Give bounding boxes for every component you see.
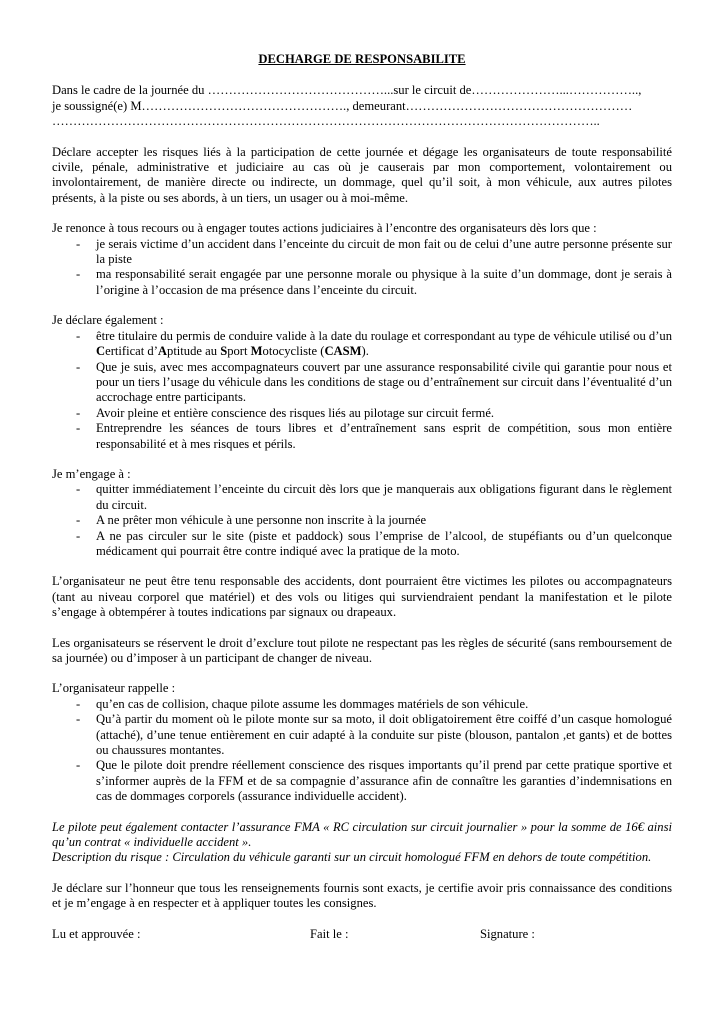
- paragraph-exclure: Les organisateurs se réservent le droit d’exclure tout pilote ne respectant pas les règles de sécurité (sans remboursement de sa journée) ou d’imposer à un participant de changer de niveau.: [52, 635, 672, 665]
- list-item: - ma responsabilité serait engagée par une personne morale ou physique à la suite d’un dommage, dont je serais à l’origine à l’occasion de ma présence dans l’enceinte du circuit.: [52, 267, 672, 298]
- list-item: - Entreprendre les séances de tours libres et d’entraînement sans esprit de compétition, sous mon entière responsabilité et à mes risques et périls.: [52, 421, 672, 452]
- journee-field[interactable]: Dans le cadre de la journée du ……………………………………...: [52, 83, 394, 98]
- list-item: - qu’en cas de collision, chaque pilote assume les dommages matériels de son véhicule.: [52, 697, 672, 712]
- fait-le-label: Fait le :: [310, 926, 349, 941]
- circuit-field[interactable]: sur le circuit de…………………...……………..,: [393, 83, 642, 98]
- address-field[interactable]: demeurant………………………………………………: [352, 98, 633, 113]
- section-engage: [52, 467, 672, 559]
- section-assurance-fma: [52, 820, 672, 866]
- intro-fill-in: [52, 83, 672, 129]
- paragraph-organisateur: L’organisateur ne peut être tenu responsable des accidents, dont pourraient être victimes les pilotes ou accompagnateurs (tant au niveau corporel que matériel) et des vols ou litiges qui surviendraient pendant la manifestation et le pilote s’engage à obtempérer à toutes indications par signaux ou drapeaux.: [52, 574, 672, 620]
- address-field-line-2[interactable]: …………………………………………………………………………………………………………………..: [52, 114, 600, 129]
- signature-row: [52, 927, 672, 943]
- list-item: - Avoir pleine et entière conscience des risques liés au pilotage sur circuit fermé.: [52, 406, 672, 421]
- renonce-list: [52, 237, 672, 299]
- list-item: - être titulaire du permis de conduire valide à la date du roulage et correspondant au type de véhicule utilisé ou d’un Certificat d’Aptitude au Sport Motocycliste (CASM).: [52, 329, 672, 360]
- paragraph-declare: Déclare accepter les risques liés à la participation de cette journée et dégage les organisateurs de toute responsabilité civile, pénale, administrative et judiciaire au cas où je causerais par mon comportement, volontairement ou involontairement, de manière directe ou indirecte, un dommage, quel qu’il soit, à mon véhicule, aux autres pilotes présents, à la piste ou ses abords, à un tiers, un usager ou à moi-même.: [52, 144, 672, 205]
- paragraph-honneur: Je déclare sur l’honneur que tous les renseignements fournis sont exacts, je certifie avoir pris connaissance des conditions et je m’engage à en respecter et à appliquer toutes les consignes.: [52, 880, 672, 911]
- section-rappelle: [52, 681, 672, 804]
- engage-list: [52, 482, 672, 559]
- list-item: - je serais victime d’un accident dans l’enceinte du circuit de mon fait ou de celui d’une autre personne présente sur la piste: [52, 237, 672, 268]
- section-declare-egalement: [52, 313, 672, 452]
- list-item: - A ne pas circuler sur le site (piste et paddock) sous l’emprise de l’alcool, de stupéfiants ou d’un quelconque médicament qui pourrait être contre indiqué avec la pratique de la moto.: [52, 529, 672, 560]
- renonce-intro: Je renonce à tous recours ou à engager toutes actions judiciaires à l’encontre des organisateurs dès lors que :: [52, 221, 597, 236]
- italic-description-risque: Description du risque : Circulation du véhicule garanti sur un circuit homologué FFM en dehors de toute compétition.: [52, 850, 652, 865]
- rappelle-intro: L’organisateur rappelle :: [52, 681, 176, 696]
- list-item: - Qu’à partir du moment où le pilote monte sur sa moto, il doit obligatoirement être coiffé d’un casque homologué (attaché), d’une tenue entièrement en cuir adapté à la conduite sur piste (blouson, pantalon ,et gants) et de bottes ou chaussures montantes.: [52, 712, 672, 758]
- intro-line-1: [52, 83, 672, 98]
- signature-label: Signature :: [480, 926, 535, 941]
- rappelle-list: [52, 697, 672, 805]
- name-field[interactable]: je soussigné(e) M………………………………………….,: [52, 98, 353, 113]
- italic-assurance-fma: Le pilote peut également contacter l’assurance FMA « RC circulation sur circuit journalier » pour la somme de 16€ ainsi qu’un contrat « individuelle accident ».: [52, 819, 672, 850]
- declare-egalement-list: [52, 329, 672, 452]
- engage-intro: Je m’engage à :: [52, 466, 131, 481]
- list-item: - A ne prêter mon véhicule à une personne non inscrite à la journée: [52, 513, 672, 528]
- list-item: - Que le pilote doit prendre réellement conscience des risques importants qu’il prend par cette pratique sportive et s’informer auprès de la FFM et de sa compagnie d’assurance afin de connaître les garanties d’indemnisations en cas de dommages corporels (assurance individuelle accident).: [52, 758, 672, 804]
- intro-line-2: [52, 99, 672, 114]
- list-item: - quitter immédiatement l’enceinte du circuit dès lors que je manquerais aux obligations figurant dans le règlement du circuit.: [52, 482, 672, 513]
- section-renonce: [52, 221, 672, 298]
- lu-approuve-label: Lu et approuvée :: [52, 926, 141, 941]
- list-item: - Que je suis, avec mes accompagnateurs couvert par une assurance responsabilité civile qui garantie pour nous et pour un tiers l’usage du véhicule dans les conditions de stage ou d’entraînement sur circuit dans l’éventualité d’un accrochage entre participants.: [52, 360, 672, 406]
- declare-egalement-intro: Je déclare également :: [52, 313, 164, 328]
- document-title: DECHARGE DE RESPONSABILITE: [258, 52, 466, 66]
